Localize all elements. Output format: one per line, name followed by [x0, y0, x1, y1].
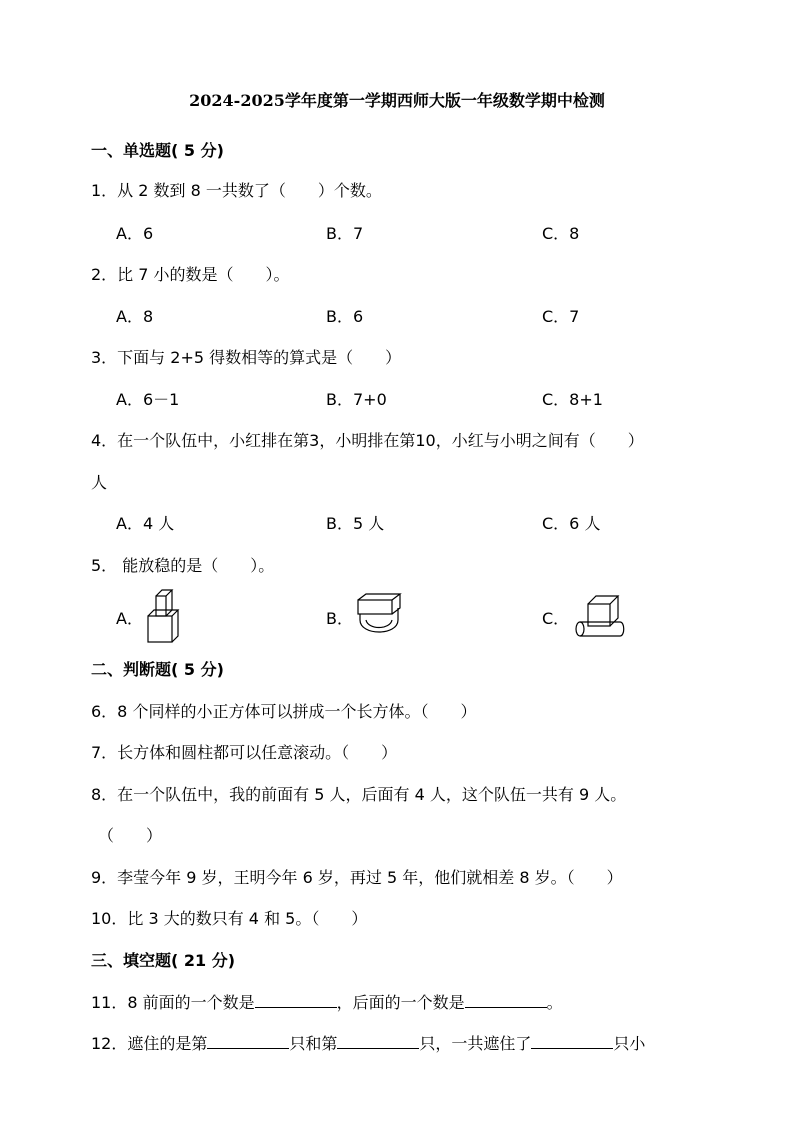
q11-text-part3: 。 — [546, 993, 563, 1012]
q4-option-a: A．4 人 — [116, 514, 175, 533]
q12-blank-2[interactable] — [337, 1032, 419, 1049]
question-2: 2．比 7 小的数是（ ）。 — [91, 265, 290, 284]
q2-option-b: B．6 — [326, 307, 364, 326]
q11-text-part2: ，后面的一个数是 — [336, 993, 465, 1012]
question-4: 4．在一个队伍中，小红排在第3，小明排在第10，小红与小明之间有（ ） — [91, 431, 644, 450]
question-5: 5． 能放稳的是（ ）。 — [91, 556, 275, 575]
question-8-continued: （ ） — [98, 826, 163, 845]
q12-text-part4: 只小 — [613, 1034, 646, 1053]
q12-text-part2: 只和第 — [289, 1034, 338, 1053]
q2-option-a: A．8 — [116, 307, 154, 326]
stacked-cuboid-figure — [144, 588, 184, 644]
question-3: 3．下面与 2+5 得数相等的算式是（ ） — [91, 348, 402, 367]
q11-blank-1[interactable] — [255, 991, 337, 1008]
question-12 — [91, 1031, 645, 1054]
q4-option-b: B．5 人 — [326, 514, 385, 533]
question-11 — [91, 990, 563, 1013]
q12-blank-1[interactable] — [207, 1032, 289, 1049]
q1-option-a: A．6 — [116, 224, 154, 243]
q1-option-c: C．8 — [542, 224, 580, 243]
q5-option-c: C． — [542, 609, 570, 628]
q5-option-b: B． — [326, 609, 353, 628]
q11-blank-2[interactable] — [465, 991, 547, 1008]
question-8: 8．在一个队伍中，我的前面有 5 人，后面有 4 人，这个队伍一共有 9 人。 — [91, 785, 627, 804]
q1-option-b: B．7 — [326, 224, 364, 243]
section-heading-fill-in: 三、填空题( 21 分) — [91, 951, 236, 970]
question-7: 7．长方体和圆柱都可以任意滚动。（ ） — [91, 743, 398, 762]
section-heading-single-choice: 一、单选题( 5 分) — [91, 141, 224, 160]
box-on-curved-base-figure — [354, 592, 404, 642]
q3-option-c: C．8+1 — [542, 390, 603, 409]
section-heading-true-false: 二、判断题( 5 分) — [91, 660, 224, 679]
q12-text-part1: 12．遮住的是第 — [91, 1034, 208, 1053]
q2-option-c: C．7 — [542, 307, 580, 326]
q12-blank-3[interactable] — [531, 1032, 613, 1049]
question-4-continued: 人 — [91, 473, 108, 492]
q11-text-part1: 11．8 前面的一个数是 — [91, 993, 255, 1012]
cube-on-cylinder-figure — [574, 594, 626, 638]
question-10: 10．比 3 大的数只有 4 和 5。（ ） — [91, 909, 368, 928]
q5-option-a: A． — [116, 609, 143, 628]
q3-option-b: B．7+0 — [326, 390, 387, 409]
question-9: 9．李莹今年 9 岁，王明今年 6 岁，再过 5 年，他们就相差 8 岁。（ ） — [91, 868, 623, 887]
page-title: 2024-2025学年度第一学期西师大版一年级数学期中检测 — [189, 91, 605, 110]
q12-text-part3: 只，一共遮住了 — [419, 1034, 532, 1053]
question-6: 6．8 个同样的小正方体可以拼成一个长方体。（ ） — [91, 702, 477, 721]
question-1: 1．从 2 数到 8 一共数了（ ）个数。 — [91, 181, 382, 200]
q4-option-c: C．6 人 — [542, 514, 601, 533]
q3-option-a: A．6－1 — [116, 390, 180, 409]
